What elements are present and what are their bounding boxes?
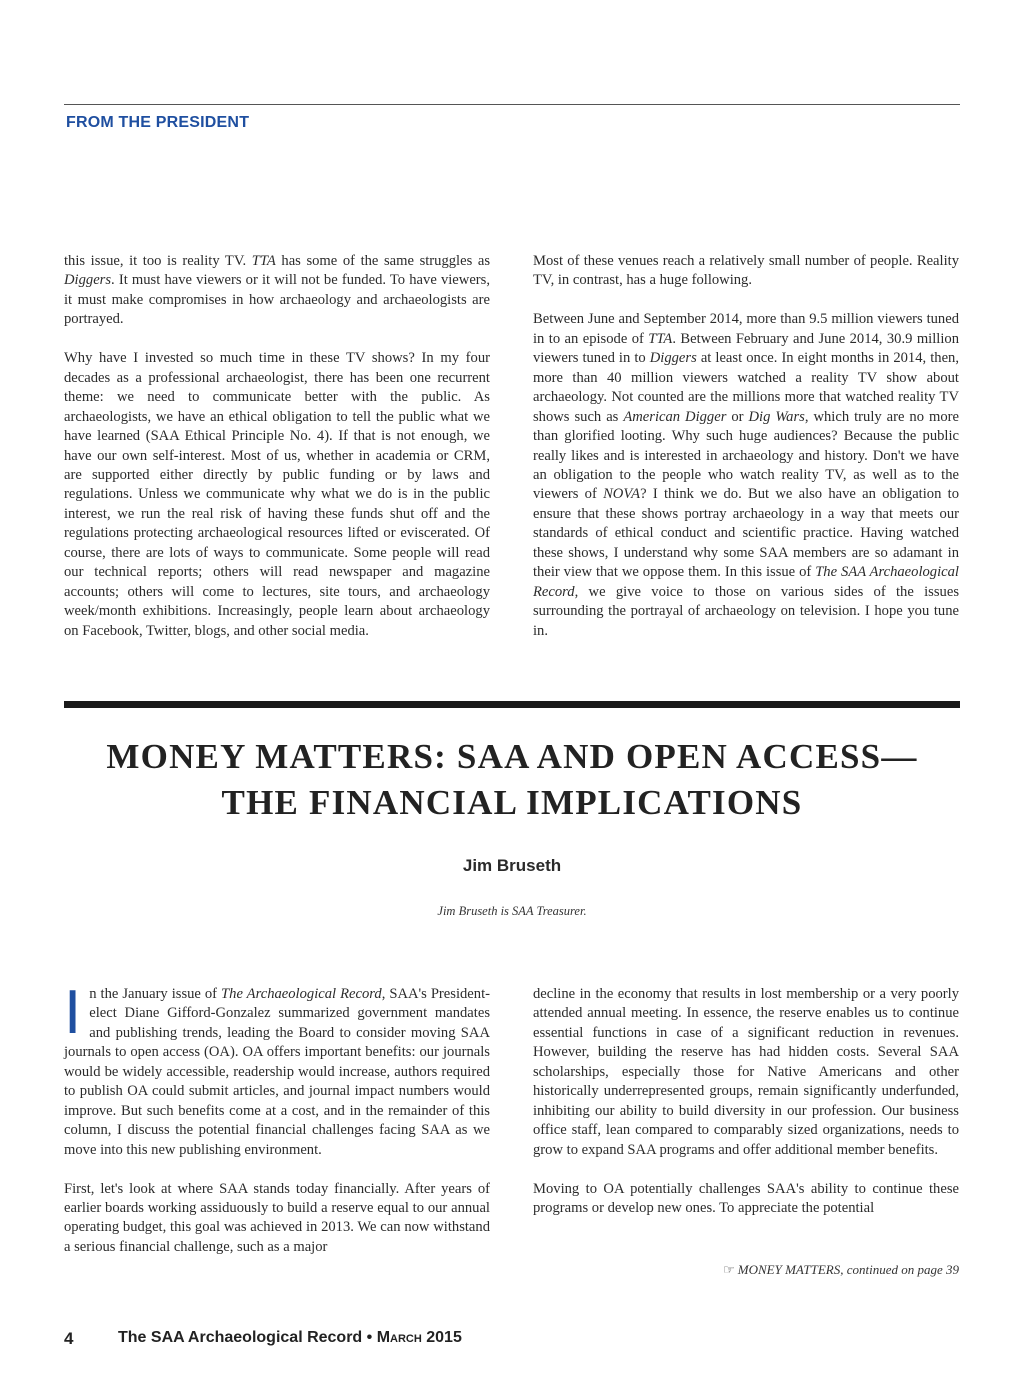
text-run: or	[726, 408, 749, 425]
publication-title: The Archaeological Record	[221, 986, 382, 1002]
publication-title: The SAA Archaeological Record	[533, 564, 959, 600]
show-title: American Digger	[623, 408, 727, 425]
article-divider	[64, 701, 960, 708]
top-right-column	[533, 252, 959, 641]
paragraph: Most of these venues reach a relatively small number of people. Reality TV, in contrast, has a huge following.	[533, 253, 959, 289]
show-title: Diggers	[649, 350, 697, 367]
show-title: Diggers	[64, 272, 112, 289]
article-title-line: MONEY MATTERS: SAA AND OPEN ACCESS—	[106, 737, 918, 776]
article-left-column	[64, 978, 490, 1257]
author-note: Jim Bruseth is SAA Treasurer.	[437, 904, 587, 918]
footer-publication	[118, 1329, 462, 1347]
show-title: TTA	[648, 330, 673, 347]
text-run: . Between February and June 2014, 30.9 million viewers tuned in to	[533, 330, 959, 367]
text-run: n the January issue of	[89, 986, 222, 1002]
paragraph: Why have I invested so much time in these TV shows? In my four decades as a professional archaeologist, there has been one recurrent theme: we need to communicate better with the public. As archaeologists, we have an ethical obligation to tell the public what we have learned (SAA Ethical Principle No. 4). If that is not enough, we have our own self-interest. Most of us, whether in academia or CRM, are supported either directly by public funding or by laws and regulations. Unless we communicate why what we do is in the public interest, we run the real risk of having these funds shut off and the regulations protecting archaeological resources lifted or eviscerated. Of course, there are lots of ways to communicate. Some people will read our technical reports; others will read newspaper and magazine accounts; others will come to lectures, site tours, and archaeology week/month exhibitions. Increasingly, people learn about archaeology on Facebook, Twitter, blogs, and other social media.	[64, 350, 490, 639]
pointing-hand-icon: ☞	[723, 1262, 735, 1277]
show-title: NOVA	[603, 486, 641, 503]
paragraph	[533, 310, 959, 641]
text-run: at least once. In eight months in 2014, then, more than 40 million viewers watched a reality TV show about archaeology. Not counted are the millions more that watched reality TV shows such as	[533, 350, 959, 425]
publication-name: The SAA Archaeological Record •	[118, 1329, 377, 1346]
section-label: FROM THE PRESIDENT	[66, 114, 250, 131]
article-title	[64, 734, 960, 826]
text-run: Between June and September 2014, more than 9.5 million viewers tuned in to an episode of	[533, 311, 959, 347]
text-run: , which truly are no more than glorified looting. Why such huge audiences? Because the public really likes and is interested in archaeology and history. Don't we have an obligation to the people who watch reality TV, as well as to the viewers of	[533, 408, 959, 503]
text-run: has some of the same struggles as	[275, 253, 491, 269]
continued-text: MONEY MATTERS, continued on page 39	[737, 1262, 959, 1277]
continued-note	[533, 1262, 959, 1278]
text-run: ? I think we do. But we also have an obligation to ensure that these shows portray archaeology in a way that meets our standards of ethical conduct and scientific practice. Having watched these shows, I understand why some SAA members are so adamant in their view that we oppose them. In this issue of	[533, 486, 959, 581]
show-title: Dig Wars	[748, 408, 805, 425]
article-title-line: THE FINANCIAL IMPLICATIONS	[221, 783, 803, 822]
page-number: 4	[64, 1329, 74, 1348]
author-name: Jim Bruseth	[462, 856, 562, 875]
text-run: this issue, it too is reality TV.	[64, 253, 252, 269]
issue-date: March 2015	[376, 1329, 462, 1346]
show-title: TTA	[251, 253, 276, 269]
drop-cap: I	[64, 978, 82, 1047]
paragraph: Moving to OA potentially challenges SAA's ability to continue these programs or develop new ones. To appreciate the potential	[533, 1180, 959, 1216]
text-run: . It must have viewers or it will not be funded. To have viewers, it must make compromises in how archaeology and archaeologists are portrayed.	[64, 272, 490, 328]
header-rule	[64, 104, 960, 105]
paragraph	[64, 252, 490, 330]
text-run: , we give voice to those on various sides of the issues surrounding the portrayal of archaeology on television. I hope you tune in.	[533, 583, 959, 639]
paragraph	[64, 978, 490, 1160]
paragraph: decline in the economy that results in lost membership or a very poorly attended annual meeting. In essence, the reserve enables us to continue essential functions in case of a significant reduction in revenues. However, building the reserve has had hidden costs. Several SAA scholarships, especially those for Native Americans and other historically underrepresented groups, remain significantly underfunded, inhibiting our ability to build diversity in our profession. Our business office staff, lean compared to comparably sized organizations, needs to grow to expand SAA programs and offer additional member benefits.	[533, 986, 959, 1158]
text-run: , SAA's President-elect Diane Gifford-Gonzalez summarized government mandates and publishing trends, leading the Board to consider moving SAA journals to open access (OA). OA offers important benefits: our journals would be widely accessible, readership would increase, authors required to publish OA could submit articles, and journal impact numbers would improve. But such benefits come at a cost, and in the remainder of this column, I discuss the potential financial challenges facing SAA as we move into this new publishing environment.	[64, 986, 490, 1158]
article-right-column	[533, 985, 959, 1218]
paragraph: First, let's look at where SAA stands today financially. After years of earlier boards working assiduously to build a reserve equal to our annual operating budget, this goal was achieved in 2013. We can now withstand a serious financial challenge, such as a major	[64, 1180, 490, 1255]
top-left-column	[64, 252, 490, 641]
